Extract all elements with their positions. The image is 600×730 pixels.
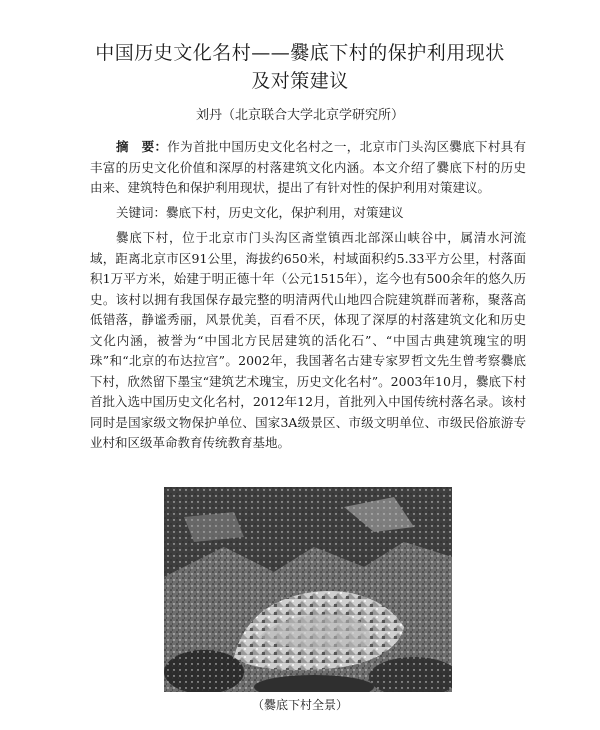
abstract-paragraph <box>90 137 526 199</box>
village-panorama-photo <box>164 487 452 692</box>
keywords-text: 爨底下村，历史文化，保护利用，对策建议 <box>166 205 404 220</box>
keywords-label: 关键词： <box>116 205 167 220</box>
paper-title-line2: 及对策建议 <box>251 70 349 92</box>
figure-caption: （爨底下村全景） <box>251 698 348 712</box>
abstract-label: 摘 要： <box>116 139 168 154</box>
paper-title-line1: 中国历史文化名村——爨底下村的保护利用现状 <box>95 42 505 64</box>
abstract-text: 作为首批中国历史文化名村之一，北京市门头沟区爨底下村具有丰富的历史文化价值和深厚的村落建筑文化内涵。本文介绍了爨底下村的历史由来、建筑特色和保护利用现状，提出了有针对性的保护利用对策建议。 <box>90 139 526 195</box>
keywords-paragraph <box>90 203 526 224</box>
author-line: 刘丹（北京联合大学北京学研究所） <box>195 108 404 123</box>
body-paragraph: 爨底下村，位于北京市门头沟区斋堂镇西北部深山峡谷中，属清水河流域，距离北京市区91公里，海拔约650米，村域面积约5.33平方公里，村落面积1万平方米，始建于明正德十年（公元1515年），迄今也有500余年的悠久历史。该村以拥有我国保存最完整的明清两代山地四合院建筑群而著称，聚落高低错落，静谧秀丽，风景优美，百看不厌，体现了深厚的村落建筑文化和历史文化内涵，被誉为“中国北方民居建筑的活化石”、“中国古典建筑瑰宝的明珠”和“北京的布达拉宫”。2002年，我国著名古建专家罗哲文先生曾考察爨底下村，欣然留下墨宝“建筑艺术瑰宝，历史文化名村”。2003年10月，爨底下村首批入选中国历史文化名村，2012年12月，首批列入中国传统村落名录。该村同时是国家级文物保护单位、国家3A级景区、市级文明单位、市级民俗旅游专业村和区级革命教育传统教育基地。 <box>90 230 526 450</box>
village-panorama-image <box>164 487 452 692</box>
